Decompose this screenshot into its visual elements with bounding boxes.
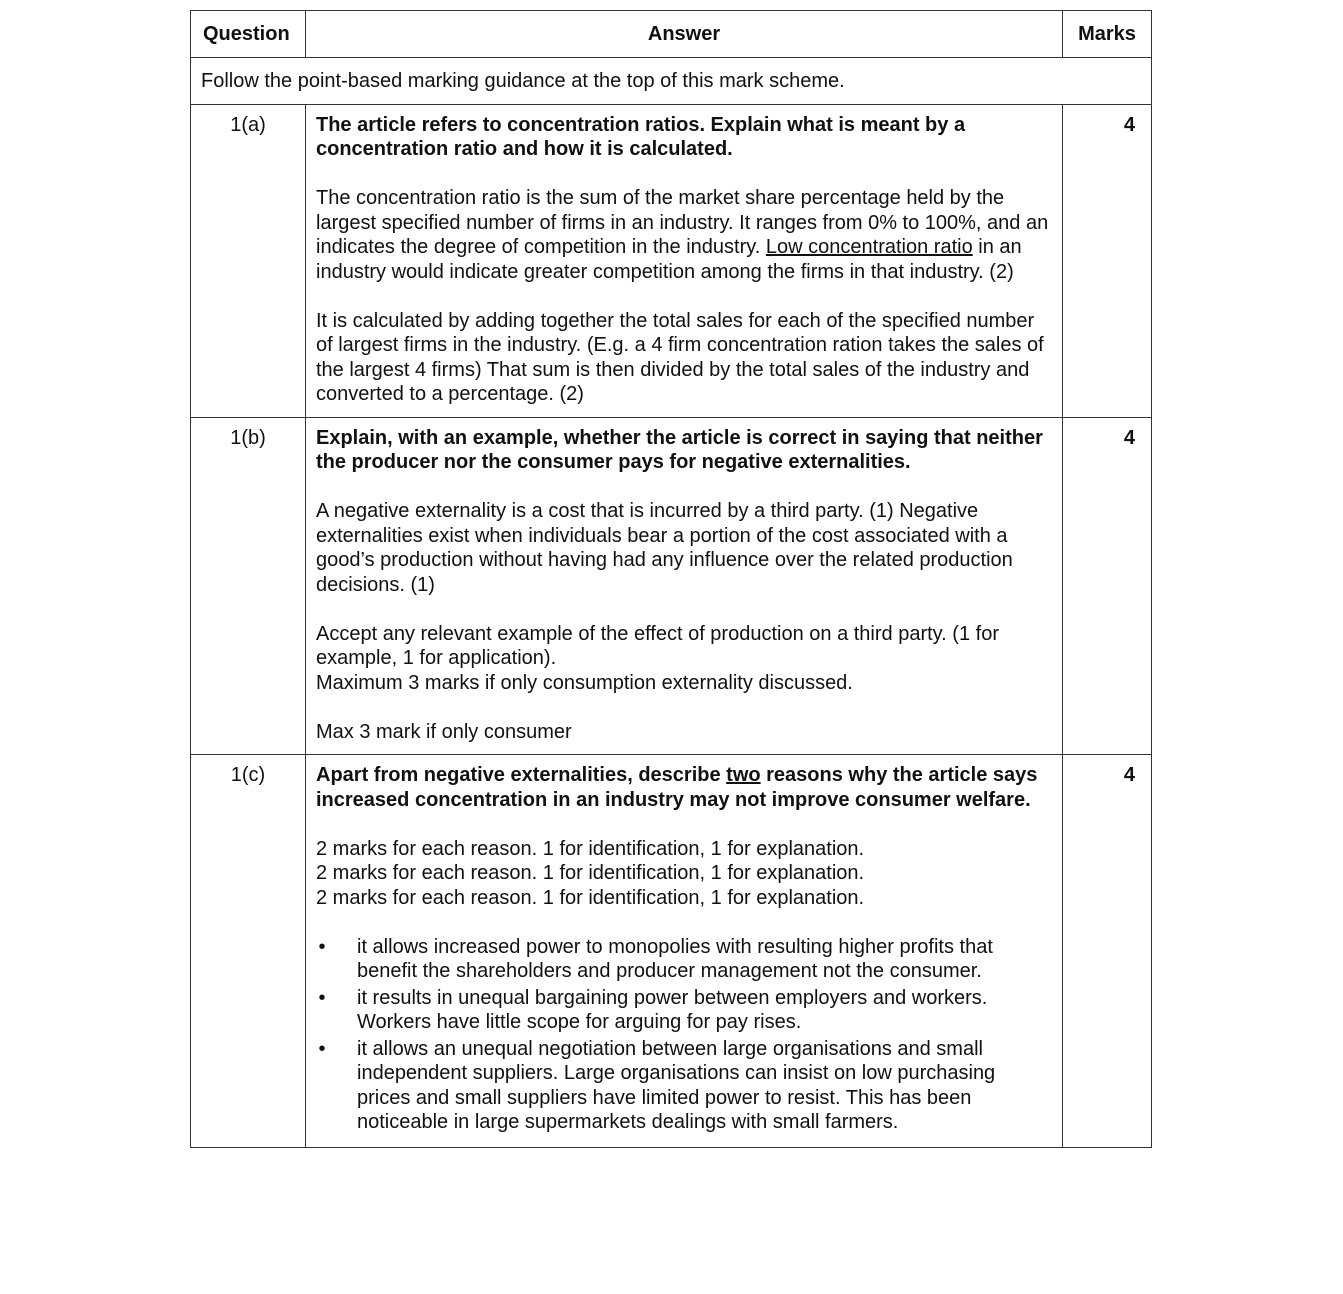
answer-paragraph: Max 3 mark if only consumer [316, 720, 572, 743]
underlined-term: Low concentration ratio [765, 236, 973, 258]
table-row [191, 104, 1152, 417]
answer-cell [306, 104, 1063, 417]
answer-paragraph [316, 186, 1052, 284]
answer-line: Maximum 3 marks if only consumption externality discussed. [316, 671, 853, 694]
table-row [191, 417, 1152, 755]
list-item-text: it allows increased power to monopolies with resulting higher profits that benefit the shareholders and producer management not the consumer. [357, 935, 993, 982]
bullet-icon: • [318, 986, 326, 1009]
marks-value: 4 [1063, 755, 1152, 1148]
prompt-text: Apart from negative externalities, describe [316, 764, 727, 786]
answer-cell [306, 417, 1063, 755]
question-number: 1(b) [191, 417, 306, 755]
list-item [316, 1037, 1052, 1135]
answer-column-header: Answer [306, 11, 1063, 58]
question-column-header: Question [191, 11, 306, 58]
mark-scheme-table [190, 10, 1152, 1148]
answer-line: Accept any relevant example of the effect of production on a third party. (1 for example, 1 for application). [316, 622, 999, 669]
answer-paragraph: It is calculated by adding together the total sales for each of the specified number of largest firms in the industry. (E.g. a 4 firm concentration ration takes the sales of the largest 4 firms) That sum is then divided by the total sales of the industry and converted to a percentage. (2) [316, 309, 1044, 405]
bullet-icon: • [318, 935, 326, 958]
answer-cell [306, 755, 1063, 1148]
answer-paragraph: A negative externality is a cost that is incurred by a third party. (1) Negative externalities exist when individuals bear a portion of the cost associated with a good’s production without having had any influence over the related production decisions. (1) [316, 500, 1013, 596]
answer-text: The concentration ratio is the sum of the market share percentage held by the largest specified number of firms in an industry. It ranges from 0% to 100%, and an indicates the degree of competition in the industry. [316, 187, 1049, 258]
answer-line: 2 marks for each reason. 1 for identification, 1 for explanation. [316, 862, 865, 884]
question-prompt: The article refers to concentration ratios. Explain what is meant by a concentration ratio and how it is calculated. [316, 113, 966, 160]
reasons-list [316, 935, 1052, 1135]
list-item-text: it allows an unequal negotiation between large organisations and small independent suppliers. Large organisations can insist on low purchasing prices and small suppliers have limited power to resist. This has been noticeable in large supermarkets dealings with small farmers. [357, 1037, 996, 1133]
answer-line: 2 marks for each reason. 1 for identification, 1 for explanation. [316, 837, 865, 860]
answer-text: in an industry would indicate greater competition among the firms in that industry. (2) [316, 236, 1022, 283]
marks-value: 4 [1063, 417, 1152, 755]
question-prompt [316, 763, 1052, 812]
header-row [191, 11, 1152, 58]
list-item [316, 986, 1052, 1035]
bullet-icon: • [318, 1037, 326, 1060]
question-prompt: Explain, with an example, whether the article is correct in saying that neither the producer nor the consumer pays for negative externalities. [316, 426, 1043, 473]
table-row [191, 755, 1152, 1148]
prompt-text: reasons why the article says increased concentration in an industry may not improve consumer welfare. [316, 764, 1038, 811]
mark-scheme-page [190, 10, 1151, 1148]
list-item-text: it results in unequal bargaining power between employers and workers. Workers have little scope for arguing for pay rises. [357, 986, 988, 1033]
marking-guidance-note: Follow the point-based marking guidance at the top of this mark scheme. [191, 58, 1152, 105]
list-item [316, 935, 1052, 984]
marks-value: 4 [1063, 104, 1152, 417]
underlined-term: two [726, 764, 761, 786]
question-number: 1(c) [191, 755, 306, 1148]
guidance-row [191, 58, 1152, 105]
answer-paragraph [316, 622, 1052, 696]
question-number: 1(a) [191, 104, 306, 417]
mark-allocation [316, 837, 1052, 911]
answer-line: 2 marks for each reason. 1 for identification, 1 for explanation. [316, 886, 865, 909]
marks-column-header: Marks [1063, 11, 1152, 58]
